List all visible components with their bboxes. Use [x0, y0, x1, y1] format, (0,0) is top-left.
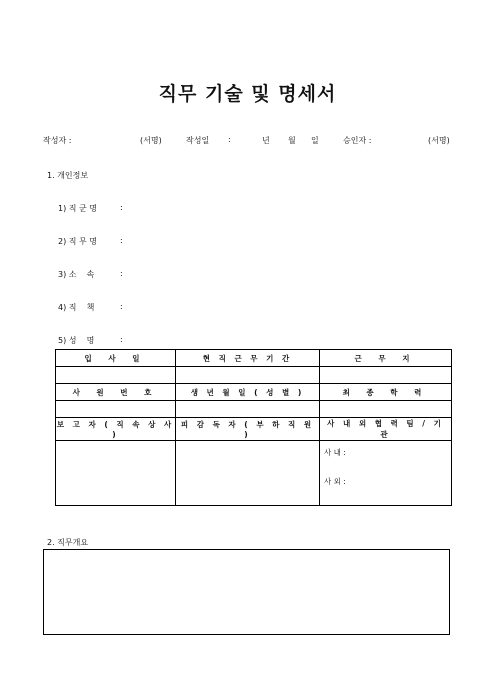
field-name: 5) 성 명 — [58, 336, 95, 345]
field-job-name-colon: : — [120, 236, 123, 245]
supervisor-header: 보 고 자 ( 직 속 상 사 ) — [56, 418, 176, 441]
subordinate-header: 피 감 독 자 ( 부 하 직 원 ) — [176, 418, 320, 441]
workplace-header: 근 무 지 — [320, 350, 452, 367]
hire-date-cell[interactable] — [56, 367, 176, 384]
partner-header: 사 내 외 협 력 팀 / 기 관 — [320, 418, 452, 441]
approver-label: 승인자 : — [343, 136, 372, 145]
employee-number-header: 사 원 번 호 — [56, 384, 176, 401]
partner-cell[interactable] — [320, 441, 452, 506]
field-job-group: 1) 직 군 명 — [58, 204, 98, 213]
table-row — [56, 441, 452, 506]
section-2-title: 2. 직무개요 — [47, 538, 89, 547]
writer-label: 작성자 : — [43, 136, 72, 145]
approver-sign: (서명) — [428, 136, 450, 145]
table-row — [56, 367, 452, 384]
hire-date-header: 입 사 일 — [56, 350, 176, 367]
field-department: 3) 소 속 — [58, 270, 95, 279]
document-title: 직무 기술 및 명세서 — [158, 83, 337, 105]
date-label: 작성일 — [186, 136, 210, 145]
employee-number-cell[interactable] — [56, 401, 176, 418]
supervisor-cell[interactable] — [56, 441, 176, 506]
subordinate-cell[interactable] — [176, 441, 320, 506]
field-job-name: 2) 직 무 명 — [58, 237, 98, 246]
outside-label: 사 외 : — [324, 477, 346, 486]
education-cell[interactable] — [320, 401, 452, 418]
table-header-row — [56, 350, 452, 367]
tenure-header: 현 직 근 무 기 간 — [176, 350, 320, 367]
education-header: 최 종 학 력 — [320, 384, 452, 401]
writer-sign: (서명) — [140, 136, 162, 145]
tenure-cell[interactable] — [176, 367, 320, 384]
table-row — [56, 401, 452, 418]
month-label: 월 — [288, 136, 296, 145]
inside-label: 사 내 : — [324, 448, 346, 457]
table-header-row — [56, 384, 452, 401]
table-header-row — [56, 418, 452, 441]
field-position-colon: : — [120, 302, 123, 311]
job-summary-box[interactable] — [43, 549, 450, 635]
personal-info-table — [55, 349, 452, 506]
field-department-colon: : — [120, 269, 123, 278]
field-name-colon: : — [120, 335, 123, 344]
field-job-group-colon: : — [120, 203, 123, 212]
day-label: 일 — [311, 136, 319, 145]
year-label: 년 — [262, 136, 270, 145]
birth-date-cell[interactable] — [176, 401, 320, 418]
date-colon: : — [228, 135, 231, 144]
birth-date-header: 생 년 월 일 ( 성 별 ) — [176, 384, 320, 401]
section-1-title: 1. 개인정보 — [47, 171, 89, 180]
workplace-cell[interactable] — [320, 367, 452, 384]
field-position: 4) 직 책 — [58, 303, 95, 312]
